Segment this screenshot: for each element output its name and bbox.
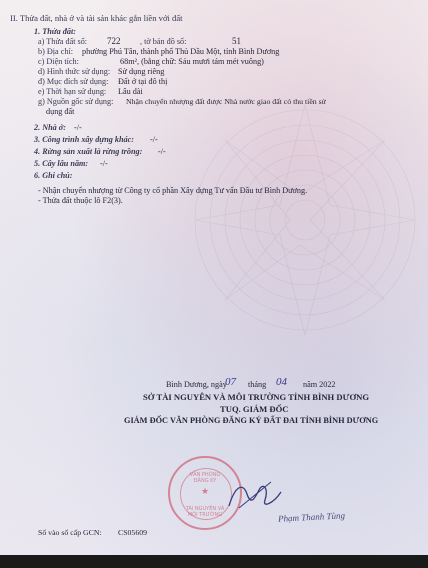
forest-heading: 4. Rừng sản xuất là rừng trồng: <box>34 147 143 156</box>
notes-heading: 6. Ghi chú: <box>34 171 73 180</box>
signature-mark <box>225 478 285 514</box>
signing-place: Bình Dương, ngày <box>166 380 227 389</box>
origin-label: g) Nguồn gốc sử dụng: <box>38 97 114 106</box>
certificate-entry-number: CS05609 <box>118 528 148 537</box>
authority-line3: GIÁM ĐỐC VĂN PHÒNG ĐĂNG KÝ ĐẤT ĐAI TỈNH BÌNH DƯƠNG <box>124 416 379 425</box>
use-form-value: Sử dụng riêng <box>118 67 165 76</box>
origin-value-line1: Nhận chuyển nhượng đất được Nhà nước giao đất có thu tiền sử <box>126 97 326 106</box>
land-heading: 1. Thửa đất: <box>34 27 76 36</box>
term-label: e) Thời hạn sử dụng: <box>38 87 107 96</box>
purpose-label: đ) Mục đích sử dụng: <box>38 77 109 86</box>
notes-line2: - Thửa đất thuộc lô F2(3). <box>38 196 123 205</box>
section-title: II. Thửa đất, nhà ở và tài sản khác gắn liền với đất <box>10 13 183 23</box>
signing-year: năm 2022 <box>303 380 336 389</box>
authority-line1: SỞ TÀI NGUYÊN VÀ MÔI TRƯỜNG TỈNH BÌNH DƯƠNG <box>143 392 370 402</box>
notes-line1: - Nhận chuyển nhượng từ Công ty cổ phần Xây dựng Tư vấn Đầu tư Bình Dương. <box>38 186 308 195</box>
parcel-number: 722 <box>107 36 121 46</box>
trees-heading: 5. Cây lâu năm: <box>34 159 89 168</box>
map-sheet-number: 51 <box>232 36 241 46</box>
area-value: 68m², (bằng chữ: Sáu mươi tám mét vuông) <box>120 57 264 66</box>
stamp-top-text: VĂN PHÒNG ĐĂNG KÝ <box>189 472 221 484</box>
forest-value: -/- <box>158 147 166 156</box>
term-value: Lâu dài <box>118 87 143 96</box>
house-value: -/- <box>74 123 82 132</box>
purpose-value: Đất ở tại đô thị <box>118 77 168 86</box>
trees-value: -/- <box>100 159 108 168</box>
certificate-entry-label: Số vào sổ cấp GCN: <box>38 528 102 537</box>
construction-heading: 3. Công trình xây dựng khác: <box>34 135 134 144</box>
signer-name: Phạm Thanh Tùng <box>277 510 346 524</box>
signing-day: 07 <box>225 376 236 388</box>
construction-value: -/- <box>150 135 158 144</box>
authority-line2: TUQ. GIÁM ĐỐC <box>220 404 289 414</box>
stamp-bottom-text: TÀI NGUYÊN VÀ MÔI TRƯỜNG <box>185 506 225 518</box>
origin-value-line2: dụng đất <box>46 107 75 116</box>
address-value: phường Phú Tân, thành phố Thủ Dầu Một, tỉnh Bình Dương <box>82 47 280 56</box>
use-form-label: d) Hình thức sử dụng: <box>38 67 111 76</box>
house-heading: 2. Nhà ở: <box>34 123 66 132</box>
guilloche-background <box>190 85 420 355</box>
screen-bottom-bar <box>0 555 428 568</box>
address-label: b) Địa chỉ: <box>38 47 74 56</box>
signing-month-label: tháng <box>248 380 267 389</box>
map-sheet-label: , tờ bản đồ số: <box>140 37 187 46</box>
signing-month: 04 <box>276 376 287 388</box>
area-label: c) Diện tích: <box>38 57 79 66</box>
parcel-number-label: a) Thửa đất số: <box>38 37 88 46</box>
star-icon: ★ <box>200 486 210 496</box>
